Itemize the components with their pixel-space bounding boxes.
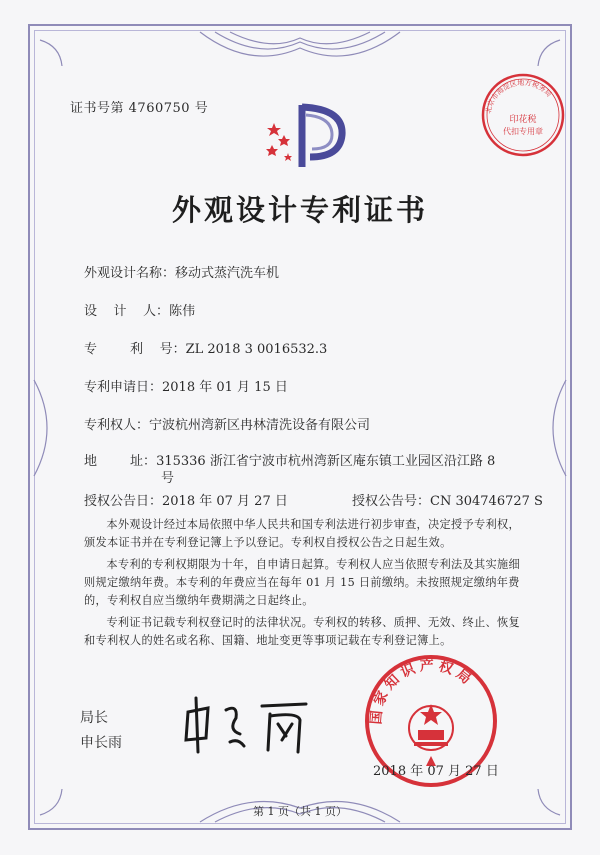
paragraph-legal-status: 专利证书记载专利权登记时的法律状况。专利权的转移、质押、无效、终止、恢复和专利权人的姓名或名称、国籍、地址变更等事项记载在专利登记簿上。 — [84, 616, 520, 647]
patent-number-label: 专 利 号： — [84, 342, 186, 357]
svg-text:国家知识产权局: 国家知识产权局 — [368, 657, 477, 726]
grant-number-label: 授权公告号： — [352, 494, 431, 509]
svg-text:代扣专用章: 代扣专用章 — [503, 127, 543, 136]
address-label: 地 址： — [84, 454, 157, 469]
designer-value: 陈伟 — [169, 304, 196, 319]
filing-date-value: 2018 年 01 月 15 日 — [162, 380, 288, 395]
grant-date-value: 2018 年 07 月 27 日 — [162, 494, 288, 509]
design-name-value: 移动式蒸汽洗车机 — [175, 266, 280, 281]
grant-date-label: 授权公告日： — [84, 494, 163, 509]
paragraph-term: 本专利的专利权期限为十年，自申请日起算。专利权人应当依照专利法及其实施细则规定缴纳年费。本专利的年费应当在每年 01 月 15 日前缴纳。未按照规定缴纳年费的，专利权自应当缴纳年费期满之日起终止。 — [84, 558, 520, 607]
patentee-label: 专利权人： — [84, 418, 150, 433]
patent-number-value: ZL 2018 3 0016532.3 — [185, 342, 328, 357]
filing-date-label: 专利申请日： — [84, 380, 163, 395]
certificate-number-value: 4760750 — [128, 101, 191, 116]
certificate-number — [70, 97, 208, 116]
grant-number-value: CN 304746727 S — [430, 494, 543, 509]
certificate-number-suffix: 号 — [194, 101, 209, 116]
handwritten-signature — [178, 690, 318, 760]
patent-number-row — [84, 338, 327, 357]
grant-date-row — [84, 490, 288, 509]
paragraph-grant: 本外观设计经过本局依照中华人民共和国专利法进行初步审查，决定授予专利权，颁发本证书并在专利登记簿上予以登记。专利权自授权公告之日起生效。 — [84, 518, 520, 549]
patent-office-logo-icon — [262, 95, 352, 175]
design-name-row — [84, 262, 279, 281]
filing-date-row — [84, 376, 288, 395]
patentee-value: 宁波杭州湾新区冉林清洗设备有限公司 — [149, 418, 371, 433]
signature-date: 2018 年 07 月 27 日 — [373, 764, 499, 779]
tax-stamp — [478, 70, 568, 160]
page-footer: 第 1 页（共 1 页） — [253, 805, 347, 818]
director-name: 申长雨 — [80, 735, 122, 751]
patentee-row — [84, 414, 370, 433]
grant-number-row — [352, 490, 543, 509]
certificate-number-label: 证书号第 — [70, 101, 125, 116]
address-row — [84, 450, 495, 469]
designer-row — [84, 300, 195, 319]
director-title: 局长 — [80, 710, 108, 726]
designer-label: 设 计 人： — [84, 304, 170, 319]
svg-text:北京市海淀区地方税务局: 北京市海淀区地方税务局 — [484, 78, 554, 115]
svg-text:印花税: 印花税 — [509, 115, 537, 125]
design-name-label: 外观设计名称： — [84, 266, 176, 281]
page-title: 外观设计专利证书 — [171, 193, 428, 227]
address-line2: 号 — [161, 471, 175, 486]
address-line1: 315336 浙江省宁波市杭州湾新区庵东镇工业园区沿江路 8 — [156, 454, 496, 469]
